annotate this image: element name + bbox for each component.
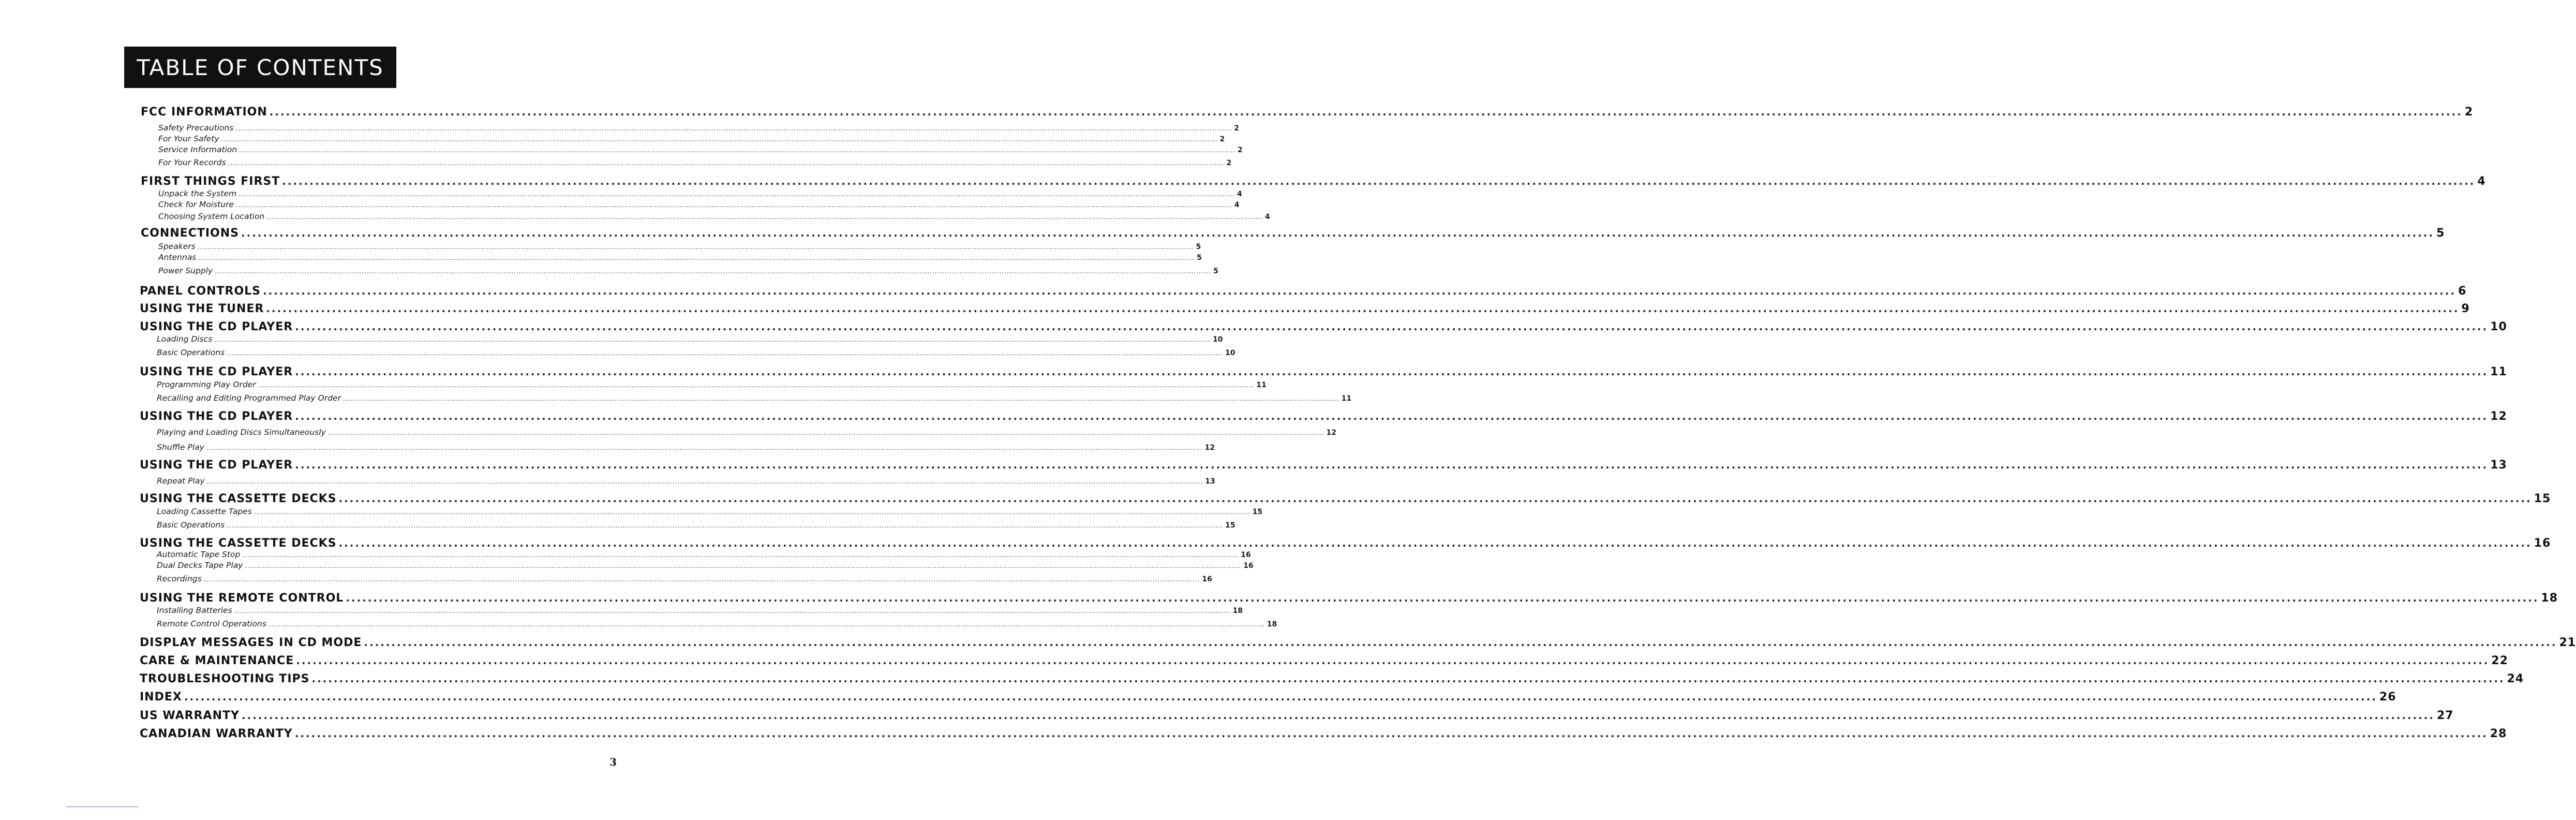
- dot-leader: ................................................................................................................................................................................................................................................................................................................................................................................................................: [227, 349, 1223, 357]
- toc-section-entry: [140, 537, 2551, 550]
- toc-entry-label: Speakers: [158, 242, 196, 251]
- dot-leader: ................................................................................................................................................................................................................................................................................................................................................................................................................: [296, 654, 2490, 667]
- toc-entry-label: CANADIAN WARRANTY: [140, 727, 293, 740]
- dot-leader: ................................................................................................................................................................................................................................................................................................................................................................................................................: [327, 429, 1324, 436]
- toc-section-entry: [141, 106, 2474, 119]
- toc-entry-page-number: 12: [1326, 429, 1336, 437]
- dot-leader: ................................................................................................................................................................................................................................................................................................................................................................................................................: [295, 365, 2489, 378]
- toc-entry-label: INDEX: [140, 691, 182, 704]
- toc-entry-label: FIRST THINGS FIRST: [141, 175, 280, 188]
- toc-entry-label: Playing and Loading Discs Simultaneously: [157, 428, 326, 437]
- toc-entry-page-number: 5: [1197, 254, 1202, 262]
- toc-section-entry: [141, 227, 2445, 240]
- toc-entry-page-number: 13: [1205, 477, 1215, 486]
- toc-entry-label: Check for Moisture: [158, 200, 234, 209]
- toc-section-entry: [140, 365, 2507, 378]
- toc-entry-label: For Your Safety: [158, 134, 219, 143]
- toc-section-entry: [140, 459, 2507, 472]
- dot-leader: ................................................................................................................................................................................................................................................................................................................................................................................................................: [311, 672, 2505, 685]
- toc-entry-label: CARE & MAINTENANCE: [140, 654, 294, 667]
- toc-entry-label: Choosing System Location: [158, 212, 265, 221]
- toc-sub-entry: [157, 520, 1235, 530]
- dot-leader: ................................................................................................................................................................................................................................................................................................................................................................................................................: [338, 492, 2532, 505]
- toc-section-entry: [140, 320, 2507, 333]
- toc-entry-page-number: 4: [2477, 175, 2486, 188]
- toc-entry-page-number: 13: [2490, 459, 2507, 472]
- toc-entry-label: CONNECTIONS: [141, 227, 239, 240]
- toc-entry-page-number: 12: [1204, 444, 1215, 452]
- toc-entry-page-number: 2: [1238, 146, 1243, 154]
- toc-sub-entry: [158, 145, 1243, 154]
- toc-entry-page-number: 10: [1225, 349, 1235, 357]
- toc-entry-page-number: 22: [2491, 654, 2508, 667]
- toc-entry-label: Safety Precautions: [158, 123, 234, 133]
- dot-leader: ................................................................................................................................................................................................................................................................................................................................................................................................................: [268, 621, 1265, 628]
- toc-entry-label: USING THE CASSETTE DECKS: [140, 492, 337, 505]
- toc-entry-label: Loading Cassette Tapes: [157, 507, 252, 516]
- toc-sub-entry: [158, 212, 1270, 221]
- toc-entry-page-number: 11: [2490, 365, 2507, 378]
- toc-entry-page-number: 16: [1202, 575, 1212, 583]
- toc-entry-page-number: 2: [1226, 159, 1232, 167]
- dot-leader: ................................................................................................................................................................................................................................................................................................................................................................................................................: [263, 285, 2456, 297]
- toc-entry-label: Automatic Tape Stop: [157, 550, 241, 559]
- dot-leader: ................................................................................................................................................................................................................................................................................................................................................................................................................: [269, 106, 2463, 118]
- toc-entry-label: For Your Records: [158, 158, 226, 167]
- dot-leader: ................................................................................................................................................................................................................................................................................................................................................................................................................: [214, 336, 1211, 343]
- toc-section-entry: [140, 691, 2396, 704]
- toc-entry-page-number: 16: [1241, 551, 1251, 559]
- toc-entry-label: Basic Operations: [157, 348, 225, 357]
- toc-entry-label: TROUBLESHOOTING TIPS: [140, 672, 310, 685]
- dot-leader: ................................................................................................................................................................................................................................................................................................................................................................................................................: [241, 227, 2435, 239]
- toc-section-entry: [140, 592, 2558, 605]
- toc-section-entry: [140, 492, 2551, 505]
- toc-sub-entry: [158, 266, 1218, 275]
- toc-entry-page-number: 2: [2464, 106, 2474, 119]
- toc-sub-entry: [157, 619, 1277, 628]
- toc-entry-label: Dual Decks Tape Play: [157, 561, 243, 570]
- dot-leader: ................................................................................................................................................................................................................................................................................................................................................................................................................: [197, 243, 1194, 251]
- dot-leader: ................................................................................................................................................................................................................................................................................................................................................................................................................: [343, 395, 1339, 402]
- dot-leader: ................................................................................................................................................................................................................................................................................................................................................................................................................: [241, 709, 2435, 722]
- toc-entry-page-number: 16: [2534, 537, 2551, 550]
- toc-entry-page-number: 5: [1196, 243, 1201, 251]
- toc-sub-entry: [157, 561, 1254, 570]
- toc-entry-page-number: 2: [1219, 135, 1225, 143]
- toc-entry-label: Recordings: [157, 574, 202, 583]
- dot-leader: ................................................................................................................................................................................................................................................................................................................................................................................................................: [206, 444, 1203, 451]
- dot-leader: ................................................................................................................................................................................................................................................................................................................................................................................................................: [294, 727, 2488, 740]
- dot-leader: ................................................................................................................................................................................................................................................................................................................................................................................................................: [203, 576, 1200, 583]
- toc-entry-page-number: 5: [1213, 267, 1218, 275]
- toc-sub-entry: [158, 134, 1225, 143]
- toc-entry-page-number: 18: [1232, 607, 1243, 615]
- dot-leader: ................................................................................................................................................................................................................................................................................................................................................................................................................: [239, 191, 1235, 198]
- toc-section-entry: [140, 285, 2467, 298]
- toc-entry-page-number: 28: [2490, 727, 2507, 740]
- toc-entry-label: US WARRANTY: [140, 709, 240, 722]
- dot-leader: ................................................................................................................................................................................................................................................................................................................................................................................................................: [295, 459, 2489, 471]
- dot-leader: ................................................................................................................................................................................................................................................................................................................................................................................................................: [234, 607, 1231, 614]
- toc-entry-label: USING THE CD PLAYER: [140, 459, 293, 472]
- dot-leader: ................................................................................................................................................................................................................................................................................................................................................................................................................: [184, 691, 2377, 703]
- toc-entry-page-number: 4: [1264, 213, 1270, 221]
- toc-entry-label: USING THE TUNER: [140, 302, 264, 315]
- toc-entry-page-number: 16: [1243, 562, 1254, 570]
- toc-entry-label: DISPLAY MESSAGES IN CD MODE: [140, 636, 362, 649]
- dot-leader: ................................................................................................................................................................................................................................................................................................................................................................................................................: [338, 537, 2532, 549]
- toc-section-entry: [140, 636, 2576, 649]
- toc-entry-page-number: 26: [2379, 691, 2396, 704]
- dot-leader: ................................................................................................................................................................................................................................................................................................................................................................................................................: [227, 522, 1223, 529]
- toc-entry-label: Recalling and Editing Programmed Play Order: [157, 393, 341, 403]
- toc-sub-entry: [158, 123, 1239, 133]
- toc-entry-label: Power Supply: [158, 266, 213, 275]
- toc-sub-entry: [158, 158, 1232, 167]
- toc-entry-label: Basic Operations: [157, 520, 225, 530]
- toc-sub-entry: [157, 574, 1212, 583]
- toc-entry-page-number: 21: [2559, 636, 2576, 649]
- toc-entry-label: Service Information: [158, 145, 237, 154]
- toc-entry-page-number: 9: [2461, 302, 2470, 315]
- toc-entry-page-number: 6: [2458, 285, 2467, 298]
- dot-leader: ................................................................................................................................................................................................................................................................................................................................................................................................................: [235, 201, 1232, 209]
- toc-sub-entry: [157, 606, 1243, 615]
- dot-leader: ................................................................................................................................................................................................................................................................................................................................................................................................................: [215, 268, 1211, 275]
- toc-sub-entry: [157, 428, 1336, 437]
- toc-sub-entry: [158, 253, 1202, 262]
- dot-leader: ................................................................................................................................................................................................................................................................................................................................................................................................................: [228, 159, 1225, 167]
- toc-entry-page-number: 11: [1341, 394, 1352, 403]
- toc-section-entry: [140, 727, 2507, 740]
- toc-entry-label: USING THE REMOTE CONTROL: [140, 592, 344, 605]
- toc-entry-label: USING THE CD PLAYER: [140, 410, 293, 423]
- toc-section-entry: [140, 410, 2507, 423]
- toc-entry-page-number: 4: [1237, 190, 1242, 198]
- dot-leader: ................................................................................................................................................................................................................................................................................................................................................................................................................: [346, 592, 2539, 604]
- dot-leader: ................................................................................................................................................................................................................................................................................................................................................................................................................: [245, 562, 1242, 569]
- toc-section-entry: [140, 672, 2524, 685]
- toc-entry-label: Loading Discs: [157, 334, 213, 344]
- toc-entry-label: Shuffle Play: [157, 443, 204, 452]
- toc-sub-entry: [158, 200, 1240, 209]
- toc-entry-page-number: 12: [2490, 410, 2507, 423]
- toc-entry-page-number: 18: [1267, 620, 1277, 628]
- toc-sub-entry: [158, 189, 1242, 198]
- toc-sub-entry: [157, 550, 1251, 559]
- toc-entry-label: Antennas: [158, 253, 197, 262]
- toc-sub-entry: [157, 348, 1235, 357]
- toc-entry-page-number: 4: [1234, 201, 1240, 209]
- dot-leader: ................................................................................................................................................................................................................................................................................................................................................................................................................: [206, 478, 1203, 485]
- dot-leader: ................................................................................................................................................................................................................................................................................................................................................................................................................: [254, 508, 1250, 516]
- toc-section-entry: [141, 175, 2486, 188]
- toc-entry-label: Remote Control Operations: [157, 619, 266, 628]
- toc-entry-page-number: 10: [2490, 320, 2507, 333]
- dot-leader: ................................................................................................................................................................................................................................................................................................................................................................................................................: [295, 410, 2489, 422]
- toc-section-entry: [140, 302, 2470, 315]
- toc-section-entry: [140, 709, 2454, 722]
- dot-leader: ................................................................................................................................................................................................................................................................................................................................................................................................................: [198, 254, 1195, 261]
- toc-entry-page-number: 5: [2436, 227, 2445, 240]
- dot-leader: ................................................................................................................................................................................................................................................................................................................................................................................................................: [282, 175, 2476, 187]
- toc-section-entry: [140, 654, 2508, 667]
- page-title: TABLE OF CONTENTS: [137, 54, 384, 80]
- toc-entry-label: PANEL CONTROLS: [140, 285, 261, 298]
- toc-entry-label: FCC INFORMATION: [141, 106, 267, 119]
- toc-entry-label: Unpack the System: [158, 189, 237, 198]
- toc-sub-entry: [157, 380, 1267, 389]
- toc-entry-label: Installing Batteries: [157, 606, 232, 615]
- toc-entry-page-number: 24: [2507, 672, 2524, 685]
- toc-sub-entry: [157, 476, 1215, 486]
- toc-sub-entry: [157, 393, 1352, 403]
- toc-sub-entry: [158, 242, 1201, 251]
- dot-leader: ................................................................................................................................................................................................................................................................................................................................................................................................................: [266, 302, 2460, 315]
- toc-entry-label: USING THE CD PLAYER: [140, 365, 293, 378]
- toc-entry-page-number: 2: [1234, 124, 1239, 133]
- toc-entry-page-number: 10: [1213, 335, 1223, 344]
- dot-leader: ................................................................................................................................................................................................................................................................................................................................................................................................................: [235, 125, 1232, 132]
- dot-leader: ................................................................................................................................................................................................................................................................................................................................................................................................................: [242, 551, 1239, 559]
- dot-leader: ................................................................................................................................................................................................................................................................................................................................................................................................................: [221, 136, 1218, 143]
- dot-leader: ................................................................................................................................................................................................................................................................................................................................................................................................................: [266, 213, 1263, 221]
- toc-entry-page-number: 27: [2437, 709, 2454, 722]
- toc-entry-page-number: 15: [1225, 521, 1235, 530]
- dot-leader: ................................................................................................................................................................................................................................................................................................................................................................................................................: [295, 320, 2489, 333]
- toc-entry-page-number: 15: [2534, 492, 2551, 505]
- dot-leader: ................................................................................................................................................................................................................................................................................................................................................................................................................: [258, 382, 1255, 389]
- toc-sub-entry: [157, 443, 1215, 452]
- toc-entry-label: USING THE CD PLAYER: [140, 320, 293, 333]
- toc-sub-entry: [157, 334, 1223, 344]
- toc-entry-label: Repeat Play: [157, 476, 205, 486]
- toc-sub-entry: [157, 507, 1263, 516]
- toc-entry-label: Programming Play Order: [157, 380, 256, 389]
- toc-entry-page-number: 11: [1256, 381, 1267, 389]
- dot-leader: ................................................................................................................................................................................................................................................................................................................................................................................................................: [364, 636, 2557, 649]
- toc-entry-page-number: 15: [1252, 508, 1263, 516]
- dot-leader: ................................................................................................................................................................................................................................................................................................................................................................................................................: [239, 147, 1235, 154]
- page-number: 3: [609, 756, 617, 768]
- toc-entry-page-number: 18: [2541, 592, 2558, 605]
- toc-entry-label: USING THE CASSETTE DECKS: [140, 537, 337, 550]
